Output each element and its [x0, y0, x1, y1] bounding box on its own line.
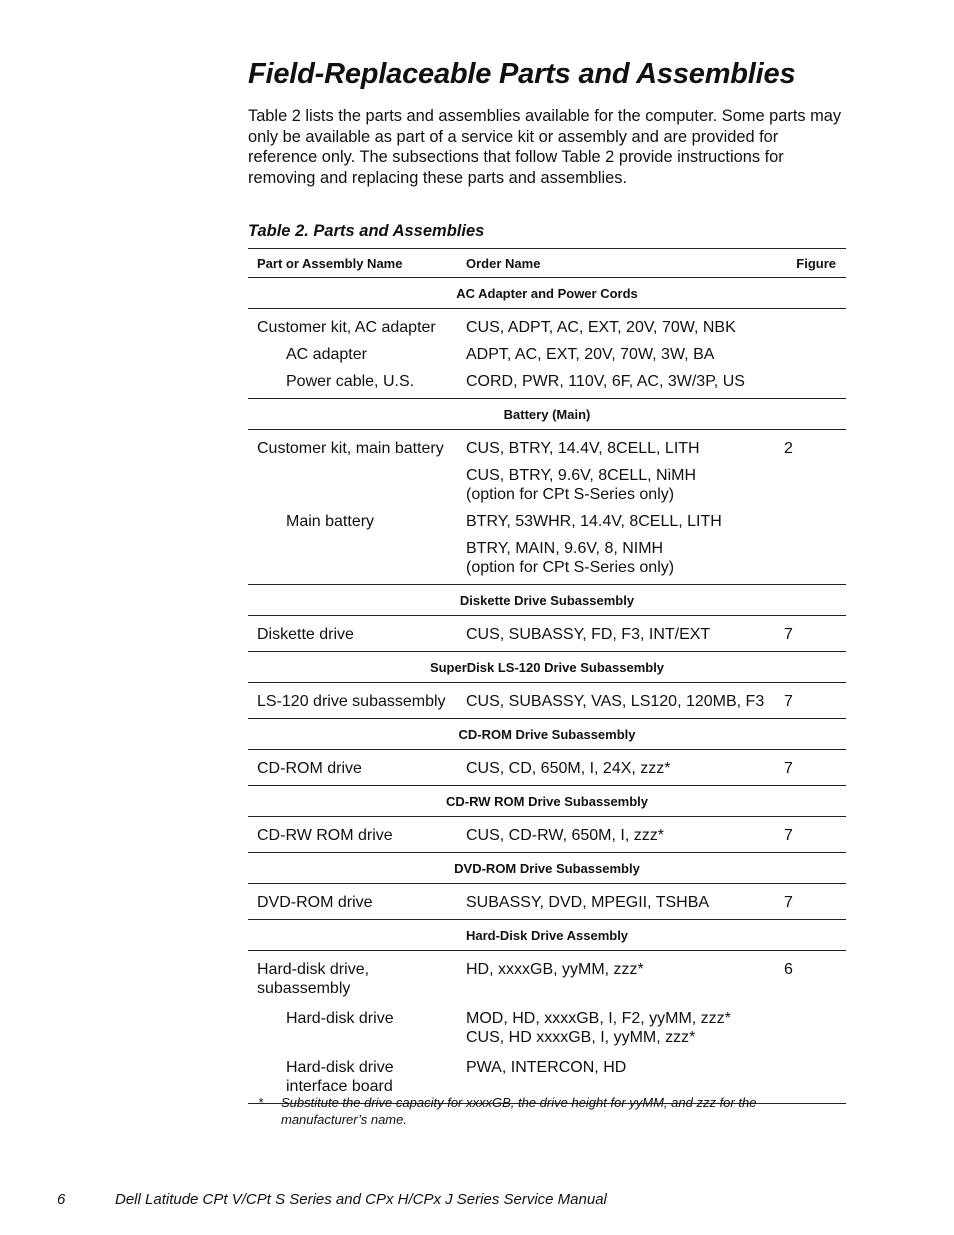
parts-table [248, 248, 846, 1104]
part-name: CD-ROM drive [257, 760, 362, 777]
order-name: SUBASSY, DVD, MPEGII, TSHBA [466, 894, 710, 911]
part-name: Hard-disk drive interface board [286, 1059, 394, 1095]
table-row [248, 1009, 846, 1047]
page-heading: Field-Replaceable Parts and Assemblies [248, 58, 796, 90]
section-title: Hard-Disk Drive Assembly [248, 920, 846, 951]
footnote-mark: * [258, 1095, 264, 1110]
figure-ref: 7 [784, 827, 793, 844]
part-name: Hard-disk drive [286, 1010, 394, 1027]
figure-ref: 7 [784, 626, 793, 643]
order-name: CUS, ADPT, AC, EXT, 20V, 70W, NBK [466, 319, 736, 336]
order-name: CUS, CD, 650M, I, 24X, zzz* [466, 760, 671, 777]
order-name: ADPT, AC, EXT, 20V, 70W, 3W, BA [466, 346, 715, 363]
table-footnote [258, 1094, 798, 1128]
table-row [248, 826, 846, 845]
table-row [248, 439, 846, 458]
order-name-alt: CUS, HD xxxxGB, I, yyMM, zzz* [466, 1029, 696, 1046]
part-name: Customer kit, AC adapter [257, 319, 436, 336]
part-name: CD-RW ROM drive [257, 827, 393, 844]
page-number: 6 [57, 1191, 66, 1208]
table-header [248, 248, 846, 278]
order-note: (option for CPt S-Series only) [466, 486, 675, 503]
order-name: CUS, SUBASSY, VAS, LS120, 120MB, F3 [466, 693, 765, 710]
table-row [248, 512, 846, 531]
section-rows [248, 750, 846, 786]
figure-ref: 7 [784, 693, 793, 710]
order-name: BTRY, MAIN, 9.6V, 8, NIMH [466, 540, 664, 557]
part-name: AC adapter [286, 346, 367, 363]
order-cell [466, 539, 784, 577]
part-name: Hard-disk drive, subassembly [257, 961, 370, 997]
order-name: MOD, HD, xxxxGB, I, F2, yyMM, zzz* [466, 1010, 731, 1027]
section-title: AC Adapter and Power Cords [248, 278, 846, 309]
table-row [248, 539, 846, 577]
table-row [248, 893, 846, 912]
footer-title: Dell Latitude CPt V/CPt S Series and CPx H/CPx J Series Service Manual [115, 1191, 607, 1208]
table-row [248, 372, 846, 391]
order-name: CUS, SUBASSY, FD, F3, INT/EXT [466, 626, 711, 643]
part-name: LS-120 drive subassembly [257, 693, 446, 710]
order-name: PWA, INTERCON, HD [466, 1059, 627, 1076]
section-rows [248, 616, 846, 652]
footnote-text: Substitute the drive capacity for xxxxGB, the drive height for yyMM, and zzz for the manufacturer’s name. [281, 1095, 757, 1127]
table-row [248, 625, 846, 644]
order-note: (option for CPt S-Series only) [466, 559, 675, 576]
figure-ref: 7 [784, 894, 793, 911]
order-name: CORD, PWR, 110V, 6F, AC, 3W/3P, US [466, 373, 745, 390]
order-name: CUS, BTRY, 14.4V, 8CELL, LITH [466, 440, 700, 457]
part-name: Main battery [286, 513, 375, 530]
column-header-part: Part or Assembly Name [257, 255, 403, 271]
table-row [248, 692, 846, 711]
order-cell [466, 1009, 784, 1047]
table-row [248, 960, 846, 998]
order-name: CUS, CD-RW, 650M, I, zzz* [466, 827, 664, 844]
order-name: BTRY, 53WHR, 14.4V, 8CELL, LITH [466, 513, 722, 530]
table-row [248, 1058, 846, 1096]
section-title: CD-RW ROM Drive Subassembly [248, 786, 846, 817]
section-title: CD-ROM Drive Subassembly [248, 719, 846, 750]
figure-ref: 2 [784, 440, 793, 457]
table-row [248, 759, 846, 778]
order-name: HD, xxxxGB, yyMM, zzz* [466, 961, 644, 978]
section-rows [248, 951, 846, 1104]
column-header-figure: Figure [796, 255, 836, 271]
section-rows [248, 817, 846, 853]
table-row [248, 318, 846, 337]
section-title: DVD-ROM Drive Subassembly [248, 853, 846, 884]
table-row [248, 466, 846, 504]
section-rows [248, 884, 846, 920]
section-rows [248, 309, 846, 399]
section-rows [248, 430, 846, 585]
table-caption: Table 2. Parts and Assemblies [248, 222, 485, 240]
order-cell [466, 466, 784, 504]
table-row [248, 345, 846, 364]
section-title: Diskette Drive Subassembly [248, 585, 846, 616]
figure-ref: 7 [784, 760, 793, 777]
section-title: Battery (Main) [248, 399, 846, 430]
part-name: Power cable, U.S. [286, 373, 415, 390]
section-title: SuperDisk LS-120 Drive Subassembly [248, 652, 846, 683]
part-name: Diskette drive [257, 626, 354, 643]
column-header-order: Order Name [466, 255, 541, 271]
intro-paragraph: Table 2 lists the parts and assemblies available for the computer. Some parts may only be available as part of a service kit or assembly and are provided for reference only. The subsections that follow Table 2 provide instructions for removing and replacing these parts and assemblies. [248, 107, 842, 187]
part-name: DVD-ROM drive [257, 894, 373, 911]
figure-ref: 6 [784, 961, 793, 978]
order-name: CUS, BTRY, 9.6V, 8CELL, NiMH [466, 467, 697, 484]
part-name: Customer kit, main battery [257, 440, 444, 457]
section-rows [248, 683, 846, 719]
